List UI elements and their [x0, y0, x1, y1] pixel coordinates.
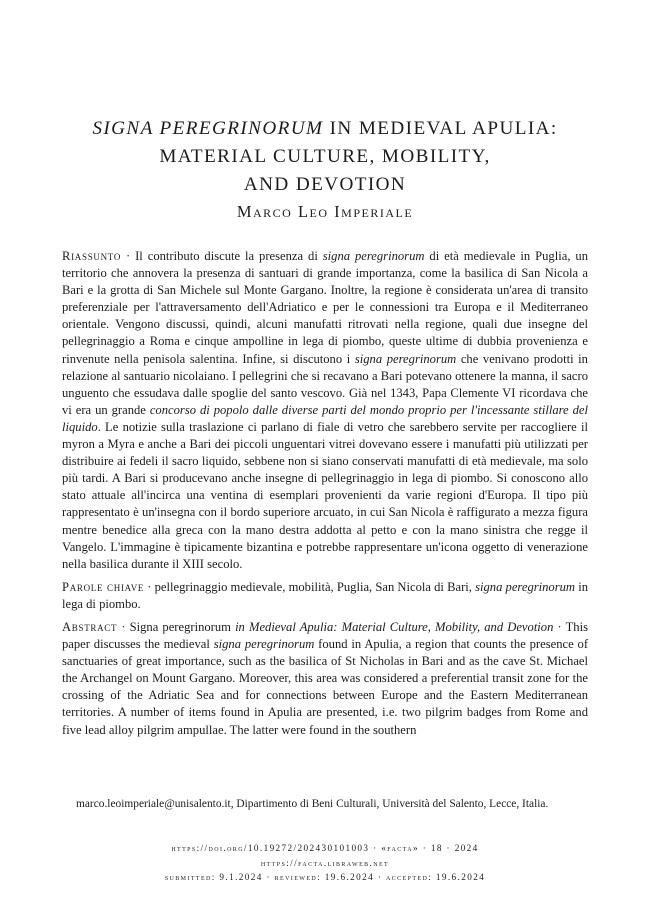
title-italic: SIGNA PEREGRINORUM	[92, 118, 324, 139]
riassunto-label: Riassunto	[62, 249, 122, 263]
parole-chiave-label: Parole chiave	[62, 579, 145, 594]
riassunto-sep: ·	[121, 249, 136, 263]
title-line-2: MATERIAL CULTURE, MOBILITY,	[159, 146, 491, 167]
riassunto-paragraph	[62, 248, 588, 573]
author-name: Marco Leo Imperiale	[236, 202, 414, 221]
riassunto-text-1: Il contributo discute la presenza di	[135, 249, 323, 263]
abstract-text-1: Signa peregrinorum	[129, 619, 236, 634]
parole-chiave-paragraph	[62, 579, 588, 613]
title-line-1	[62, 115, 588, 143]
title-rest: IN MEDIEVAL APULIA:	[323, 118, 558, 139]
abstract-italic-2: signa peregrinorum	[213, 637, 315, 652]
article-title	[62, 115, 588, 199]
parole-text-2: in lega di piombo.	[62, 579, 588, 611]
riassunto-text-2: di età medievale in Puglia, un territorio che annovera la presenza di santuari di grande importanza, come la basilica di San Nicola a Bari e la grotta di San Michele sul Monte Gargano. Inoltre, la regione è considerata un'area di transito preferenziale per l'attraversamento dell'Adriatico e per le connessioni tra Europa e il Mediterraneo orientale. Vengono discussi, quindi, alcuni manufatti ritrovati nella regione, quali due insegne del pellegrinaggio a Roma e cinque ampolline in lega di piombo, queste ultime di dubbia provenienza e rinvenute nella penisola salentina. Infine, si discutono i	[62, 249, 588, 366]
article-body	[62, 248, 588, 745]
abstract-paragraph	[62, 619, 588, 739]
abstract-italic-1: in Medieval Apulia: Material Culture, Mobility, and Devotion	[235, 619, 554, 634]
parole-text-1: pellegrinaggio medievale, mobilità, Puglia, San Nicola di Bari,	[154, 579, 476, 594]
footer-doi: https://doi.org/10.19272/202430101003 · «facta» · 18 · 2024	[171, 843, 479, 853]
footer-dates: submitted: 9.1.2024 · reviewed: 19.6.2024 · accepted: 19.6.2024	[164, 872, 486, 883]
abstract-text-2: · This paper discusses the medieval	[62, 619, 588, 652]
riassunto-italic-1: signa peregrinorum	[322, 249, 425, 263]
footer-website: https://facta.libraweb.net	[260, 857, 390, 868]
parole-italic-1: signa peregrinorum	[475, 579, 576, 594]
riassunto-text-3: che venivano prodotti in relazione al santuario nicolaiano. I pellegrini che si recavano a Bari potevano ottenere la manna, il sacro unguento che essudava dalle spoglie del santo vescovo. Già nel 1343, Papa Clemente VI ricordava che vi era un grande	[62, 351, 588, 417]
parole-sep: ·	[144, 579, 155, 594]
abstract-sep: ·	[117, 619, 130, 634]
riassunto-text-4: . Le notizie sulla traslazione ci parlano di fiale di vetro che sarebbero servite per raccogliere il myron a Myra e anche a Bari dei piccoli unguentari vitrei dovevano essere i manufatti più utilizzati per distribuire ai fedeli il sacro liquido, sebbene non si siano conservati manufatti di età medievale, ma solo più tardi. A Bari si producevano anche insegne di pellegrinaggio in lega di piombo. Si conoscono allo stato attuale all'incirca una ventina di esemplari provenienti da varie regioni d'Europa. Il tipo più rappresentato è un'insegna con il bordo superiore arcuato, in cui San Nicola è raffigurato a mezza figura mentre benedice alla greca con la mano destra addotta al petto e con la mano sinistra che regge il Vangelo. L'immagine è tipicamente bizantina e potrebbe rappresentare un'icona oggetto di venerazione nella basilica durante il XIII secolo.	[62, 419, 588, 571]
abstract-label: Abstract	[62, 619, 118, 634]
abstract-text-3: found in Apulia, a region that counts the presence of sanctuaries of great importance, such as the basilica of St Nicholas in Bari and as the cave St. Michael the Archangel on Mount Gargano. Moreover, this area was considered a preferential transit zone for the crossing of the Adriatic Sea and for connections between Europe and the Eastern Mediterranean territories. A number of items found in Apulia are presented, i.e. two pilgrim badges from Rome and five lead alloy pilgrim ampullae. The latter were found in the southern	[62, 637, 589, 737]
page-footer	[62, 841, 588, 885]
riassunto-italic-2: signa peregrinorum	[354, 351, 457, 366]
author-footnote: marco.leoimperiale@unisalento.it, Dipartimento di Beni Culturali, Università del Salento, Lecce, Italia.	[76, 798, 549, 810]
title-line-3: AND DEVOTION	[243, 174, 407, 195]
riassunto-italic-3: concorso di popolo dalle diverse parti del mondo proprio per l'incessante stillare del liquido	[62, 402, 588, 434]
